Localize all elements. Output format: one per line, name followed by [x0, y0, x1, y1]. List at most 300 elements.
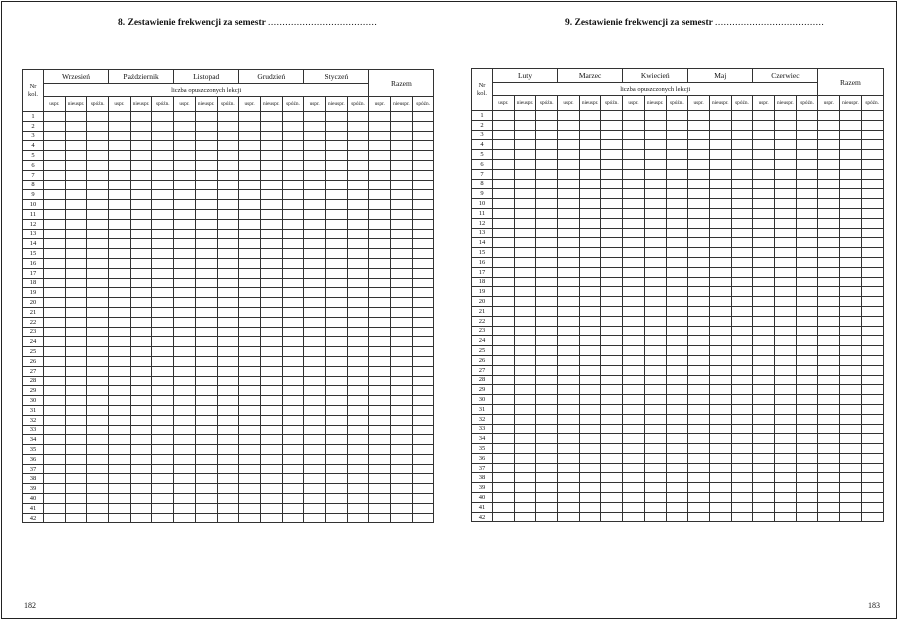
entry-cell[interactable]: [130, 121, 152, 131]
entry-cell[interactable]: [775, 208, 797, 218]
entry-cell[interactable]: [260, 327, 282, 337]
entry-cell[interactable]: [688, 365, 710, 375]
entry-cell[interactable]: [347, 464, 369, 474]
entry-cell[interactable]: [579, 287, 601, 297]
entry-cell[interactable]: [731, 238, 753, 248]
entry-cell[interactable]: [152, 200, 174, 210]
entry-cell[interactable]: [840, 463, 862, 473]
entry-cell[interactable]: [709, 257, 731, 267]
entry-cell[interactable]: [130, 268, 152, 278]
entry-cell[interactable]: [369, 327, 391, 337]
entry-cell[interactable]: [130, 209, 152, 219]
entry-cell[interactable]: [775, 444, 797, 454]
entry-cell[interactable]: [391, 121, 413, 131]
entry-cell[interactable]: [87, 445, 109, 455]
entry-cell[interactable]: [579, 267, 601, 277]
entry-cell[interactable]: [709, 159, 731, 169]
entry-cell[interactable]: [109, 307, 131, 317]
entry-cell[interactable]: [282, 258, 304, 268]
entry-cell[interactable]: [753, 248, 775, 258]
entry-cell[interactable]: [412, 347, 434, 357]
entry-cell[interactable]: [514, 179, 536, 189]
entry-cell[interactable]: [688, 483, 710, 493]
entry-cell[interactable]: [369, 435, 391, 445]
entry-cell[interactable]: [688, 395, 710, 405]
entry-cell[interactable]: [217, 425, 239, 435]
entry-cell[interactable]: [731, 404, 753, 414]
entry-cell[interactable]: [731, 228, 753, 238]
entry-cell[interactable]: [514, 385, 536, 395]
entry-cell[interactable]: [796, 375, 818, 385]
entry-cell[interactable]: [731, 169, 753, 179]
entry-cell[interactable]: [536, 257, 558, 267]
entry-cell[interactable]: [174, 464, 196, 474]
entry-cell[interactable]: [217, 141, 239, 151]
entry-cell[interactable]: [536, 375, 558, 385]
entry-cell[interactable]: [391, 112, 413, 122]
entry-cell[interactable]: [688, 502, 710, 512]
entry-cell[interactable]: [412, 464, 434, 474]
entry-cell[interactable]: [601, 297, 623, 307]
entry-cell[interactable]: [666, 297, 688, 307]
entry-cell[interactable]: [282, 376, 304, 386]
entry-cell[interactable]: [326, 435, 348, 445]
entry-cell[interactable]: [688, 453, 710, 463]
entry-cell[interactable]: [217, 454, 239, 464]
entry-cell[interactable]: [493, 316, 515, 326]
entry-cell[interactable]: [623, 336, 645, 346]
entry-cell[interactable]: [152, 121, 174, 131]
entry-cell[interactable]: [326, 513, 348, 523]
entry-cell[interactable]: [326, 200, 348, 210]
entry-cell[interactable]: [369, 366, 391, 376]
entry-cell[interactable]: [688, 444, 710, 454]
entry-cell[interactable]: [775, 228, 797, 238]
entry-cell[interactable]: [174, 337, 196, 347]
entry-cell[interactable]: [840, 424, 862, 434]
entry-cell[interactable]: [369, 131, 391, 141]
entry-cell[interactable]: [130, 190, 152, 200]
entry-cell[interactable]: [217, 376, 239, 386]
entry-cell[interactable]: [391, 258, 413, 268]
entry-cell[interactable]: [87, 337, 109, 347]
entry-cell[interactable]: [239, 209, 261, 219]
entry-cell[interactable]: [514, 159, 536, 169]
entry-cell[interactable]: [840, 199, 862, 209]
entry-cell[interactable]: [347, 435, 369, 445]
entry-cell[interactable]: [861, 365, 883, 375]
entry-cell[interactable]: [391, 454, 413, 464]
entry-cell[interactable]: [753, 316, 775, 326]
entry-cell[interactable]: [818, 306, 840, 316]
entry-cell[interactable]: [840, 208, 862, 218]
entry-cell[interactable]: [493, 385, 515, 395]
entry-cell[interactable]: [666, 365, 688, 375]
entry-cell[interactable]: [818, 218, 840, 228]
entry-cell[interactable]: [109, 258, 131, 268]
entry-cell[interactable]: [347, 180, 369, 190]
entry-cell[interactable]: [304, 268, 326, 278]
entry-cell[interactable]: [601, 199, 623, 209]
entry-cell[interactable]: [731, 140, 753, 150]
entry-cell[interactable]: [796, 493, 818, 503]
entry-cell[interactable]: [753, 267, 775, 277]
entry-cell[interactable]: [217, 180, 239, 190]
entry-cell[interactable]: [666, 336, 688, 346]
entry-cell[interactable]: [644, 444, 666, 454]
entry-cell[interactable]: [130, 337, 152, 347]
entry-cell[interactable]: [195, 405, 217, 415]
entry-cell[interactable]: [195, 239, 217, 249]
entry-cell[interactable]: [391, 131, 413, 141]
entry-cell[interactable]: [709, 169, 731, 179]
entry-cell[interactable]: [558, 493, 580, 503]
entry-cell[interactable]: [493, 463, 515, 473]
entry-cell[interactable]: [688, 257, 710, 267]
entry-cell[interactable]: [644, 228, 666, 238]
entry-cell[interactable]: [536, 208, 558, 218]
entry-cell[interactable]: [861, 208, 883, 218]
entry-cell[interactable]: [514, 375, 536, 385]
entry-cell[interactable]: [818, 414, 840, 424]
entry-cell[interactable]: [688, 512, 710, 522]
entry-cell[interactable]: [260, 180, 282, 190]
entry-cell[interactable]: [514, 444, 536, 454]
entry-cell[interactable]: [514, 453, 536, 463]
entry-cell[interactable]: [840, 257, 862, 267]
entry-cell[interactable]: [87, 405, 109, 415]
entry-cell[interactable]: [260, 464, 282, 474]
entry-cell[interactable]: [558, 169, 580, 179]
entry-cell[interactable]: [623, 120, 645, 130]
entry-cell[interactable]: [260, 435, 282, 445]
entry-cell[interactable]: [861, 483, 883, 493]
entry-cell[interactable]: [731, 267, 753, 277]
entry-cell[interactable]: [579, 277, 601, 287]
entry-cell[interactable]: [195, 513, 217, 523]
entry-cell[interactable]: [753, 111, 775, 121]
entry-cell[interactable]: [601, 365, 623, 375]
entry-cell[interactable]: [775, 169, 797, 179]
entry-cell[interactable]: [44, 366, 66, 376]
entry-cell[interactable]: [644, 414, 666, 424]
entry-cell[interactable]: [152, 435, 174, 445]
entry-cell[interactable]: [152, 209, 174, 219]
entry-cell[interactable]: [688, 189, 710, 199]
entry-cell[interactable]: [412, 337, 434, 347]
entry-cell[interactable]: [239, 131, 261, 141]
entry-cell[interactable]: [44, 209, 66, 219]
entry-cell[interactable]: [326, 141, 348, 151]
entry-cell[interactable]: [818, 169, 840, 179]
entry-cell[interactable]: [688, 355, 710, 365]
entry-cell[interactable]: [579, 306, 601, 316]
entry-cell[interactable]: [174, 494, 196, 504]
entry-cell[interactable]: [65, 474, 87, 484]
entry-cell[interactable]: [239, 337, 261, 347]
entry-cell[interactable]: [369, 190, 391, 200]
entry-cell[interactable]: [688, 238, 710, 248]
entry-cell[interactable]: [195, 131, 217, 141]
entry-cell[interactable]: [493, 257, 515, 267]
entry-cell[interactable]: [731, 355, 753, 365]
entry-cell[interactable]: [493, 140, 515, 150]
entry-cell[interactable]: [152, 376, 174, 386]
entry-cell[interactable]: [195, 376, 217, 386]
entry-cell[interactable]: [731, 277, 753, 287]
entry-cell[interactable]: [558, 395, 580, 405]
entry-cell[interactable]: [195, 356, 217, 366]
entry-cell[interactable]: [579, 434, 601, 444]
entry-cell[interactable]: [753, 395, 775, 405]
entry-cell[interactable]: [796, 238, 818, 248]
entry-cell[interactable]: [260, 307, 282, 317]
entry-cell[interactable]: [840, 316, 862, 326]
entry-cell[interactable]: [304, 180, 326, 190]
entry-cell[interactable]: [326, 484, 348, 494]
entry-cell[interactable]: [840, 267, 862, 277]
entry-cell[interactable]: [152, 278, 174, 288]
entry-cell[interactable]: [775, 346, 797, 356]
entry-cell[interactable]: [412, 317, 434, 327]
entry-cell[interactable]: [861, 493, 883, 503]
entry-cell[interactable]: [493, 424, 515, 434]
entry-cell[interactable]: [174, 356, 196, 366]
entry-cell[interactable]: [239, 396, 261, 406]
entry-cell[interactable]: [558, 248, 580, 258]
entry-cell[interactable]: [666, 502, 688, 512]
entry-cell[interactable]: [753, 346, 775, 356]
entry-cell[interactable]: [558, 375, 580, 385]
entry-cell[interactable]: [282, 356, 304, 366]
entry-cell[interactable]: [282, 298, 304, 308]
entry-cell[interactable]: [326, 180, 348, 190]
entry-cell[interactable]: [65, 415, 87, 425]
entry-cell[interactable]: [753, 208, 775, 218]
entry-cell[interactable]: [601, 267, 623, 277]
entry-cell[interactable]: [44, 307, 66, 317]
entry-cell[interactable]: [558, 336, 580, 346]
entry-cell[interactable]: [775, 111, 797, 121]
entry-cell[interactable]: [666, 473, 688, 483]
entry-cell[interactable]: [130, 327, 152, 337]
entry-cell[interactable]: [514, 111, 536, 121]
entry-cell[interactable]: [666, 404, 688, 414]
entry-cell[interactable]: [666, 355, 688, 365]
entry-cell[interactable]: [87, 484, 109, 494]
entry-cell[interactable]: [536, 248, 558, 258]
entry-cell[interactable]: [326, 298, 348, 308]
entry-cell[interactable]: [87, 131, 109, 141]
entry-cell[interactable]: [87, 209, 109, 219]
entry-cell[interactable]: [260, 258, 282, 268]
entry-cell[interactable]: [260, 396, 282, 406]
entry-cell[interactable]: [369, 494, 391, 504]
entry-cell[interactable]: [666, 287, 688, 297]
entry-cell[interactable]: [87, 160, 109, 170]
entry-cell[interactable]: [709, 385, 731, 395]
entry-cell[interactable]: [65, 131, 87, 141]
entry-cell[interactable]: [579, 346, 601, 356]
entry-cell[interactable]: [260, 513, 282, 523]
entry-cell[interactable]: [775, 385, 797, 395]
entry-cell[interactable]: [130, 200, 152, 210]
entry-cell[interactable]: [775, 179, 797, 189]
entry-cell[interactable]: [217, 464, 239, 474]
entry-cell[interactable]: [260, 366, 282, 376]
entry-cell[interactable]: [260, 278, 282, 288]
entry-cell[interactable]: [775, 326, 797, 336]
entry-cell[interactable]: [688, 228, 710, 238]
entry-cell[interactable]: [239, 160, 261, 170]
entry-cell[interactable]: [239, 494, 261, 504]
entry-cell[interactable]: [709, 111, 731, 121]
entry-cell[interactable]: [623, 169, 645, 179]
entry-cell[interactable]: [536, 169, 558, 179]
entry-cell[interactable]: [861, 434, 883, 444]
entry-cell[interactable]: [493, 228, 515, 238]
entry-cell[interactable]: [152, 454, 174, 464]
entry-cell[interactable]: [44, 112, 66, 122]
entry-cell[interactable]: [709, 326, 731, 336]
entry-cell[interactable]: [775, 159, 797, 169]
entry-cell[interactable]: [840, 512, 862, 522]
entry-cell[interactable]: [369, 503, 391, 513]
entry-cell[interactable]: [174, 513, 196, 523]
entry-cell[interactable]: [391, 190, 413, 200]
entry-cell[interactable]: [217, 337, 239, 347]
entry-cell[interactable]: [840, 159, 862, 169]
entry-cell[interactable]: [109, 200, 131, 210]
entry-cell[interactable]: [601, 502, 623, 512]
entry-cell[interactable]: [304, 484, 326, 494]
entry-cell[interactable]: [536, 218, 558, 228]
entry-cell[interactable]: [347, 376, 369, 386]
entry-cell[interactable]: [239, 356, 261, 366]
entry-cell[interactable]: [304, 219, 326, 229]
entry-cell[interactable]: [796, 159, 818, 169]
entry-cell[interactable]: [282, 317, 304, 327]
entry-cell[interactable]: [130, 415, 152, 425]
entry-cell[interactable]: [840, 414, 862, 424]
entry-cell[interactable]: [369, 258, 391, 268]
entry-cell[interactable]: [304, 376, 326, 386]
entry-cell[interactable]: [818, 179, 840, 189]
entry-cell[interactable]: [65, 258, 87, 268]
entry-cell[interactable]: [109, 219, 131, 229]
entry-cell[interactable]: [623, 444, 645, 454]
entry-cell[interactable]: [239, 513, 261, 523]
entry-cell[interactable]: [152, 445, 174, 455]
entry-cell[interactable]: [514, 316, 536, 326]
entry-cell[interactable]: [558, 267, 580, 277]
entry-cell[interactable]: [195, 474, 217, 484]
entry-cell[interactable]: [391, 396, 413, 406]
entry-cell[interactable]: [282, 386, 304, 396]
entry-cell[interactable]: [840, 453, 862, 463]
entry-cell[interactable]: [130, 141, 152, 151]
entry-cell[interactable]: [536, 189, 558, 199]
entry-cell[interactable]: [579, 316, 601, 326]
entry-cell[interactable]: [87, 366, 109, 376]
entry-cell[interactable]: [861, 473, 883, 483]
entry-cell[interactable]: [818, 238, 840, 248]
entry-cell[interactable]: [623, 228, 645, 238]
entry-cell[interactable]: [260, 209, 282, 219]
entry-cell[interactable]: [536, 463, 558, 473]
entry-cell[interactable]: [195, 484, 217, 494]
entry-cell[interactable]: [130, 229, 152, 239]
entry-cell[interactable]: [347, 249, 369, 259]
entry-cell[interactable]: [152, 151, 174, 161]
entry-cell[interactable]: [861, 199, 883, 209]
entry-cell[interactable]: [644, 306, 666, 316]
entry-cell[interactable]: [174, 239, 196, 249]
entry-cell[interactable]: [109, 386, 131, 396]
entry-cell[interactable]: [217, 503, 239, 513]
entry-cell[interactable]: [775, 404, 797, 414]
entry-cell[interactable]: [260, 141, 282, 151]
entry-cell[interactable]: [601, 159, 623, 169]
entry-cell[interactable]: [369, 239, 391, 249]
entry-cell[interactable]: [65, 464, 87, 474]
entry-cell[interactable]: [239, 170, 261, 180]
entry-cell[interactable]: [709, 365, 731, 375]
entry-cell[interactable]: [644, 238, 666, 248]
entry-cell[interactable]: [644, 208, 666, 218]
entry-cell[interactable]: [260, 268, 282, 278]
entry-cell[interactable]: [44, 425, 66, 435]
entry-cell[interactable]: [65, 494, 87, 504]
entry-cell[interactable]: [87, 317, 109, 327]
entry-cell[interactable]: [369, 219, 391, 229]
entry-cell[interactable]: [558, 228, 580, 238]
entry-cell[interactable]: [174, 317, 196, 327]
entry-cell[interactable]: [731, 326, 753, 336]
entry-cell[interactable]: [195, 454, 217, 464]
entry-cell[interactable]: [65, 141, 87, 151]
entry-cell[interactable]: [130, 258, 152, 268]
entry-cell[interactable]: [861, 267, 883, 277]
entry-cell[interactable]: [666, 130, 688, 140]
entry-cell[interactable]: [130, 288, 152, 298]
entry-cell[interactable]: [130, 170, 152, 180]
entry-cell[interactable]: [304, 317, 326, 327]
entry-cell[interactable]: [109, 249, 131, 259]
entry-cell[interactable]: [623, 355, 645, 365]
entry-cell[interactable]: [623, 434, 645, 444]
entry-cell[interactable]: [666, 277, 688, 287]
entry-cell[interactable]: [731, 257, 753, 267]
entry-cell[interactable]: [493, 512, 515, 522]
entry-cell[interactable]: [818, 297, 840, 307]
entry-cell[interactable]: [109, 445, 131, 455]
entry-cell[interactable]: [391, 151, 413, 161]
entry-cell[interactable]: [558, 179, 580, 189]
entry-cell[interactable]: [174, 474, 196, 484]
entry-cell[interactable]: [412, 484, 434, 494]
entry-cell[interactable]: [579, 218, 601, 228]
entry-cell[interactable]: [412, 298, 434, 308]
entry-cell[interactable]: [282, 503, 304, 513]
entry-cell[interactable]: [493, 395, 515, 405]
entry-cell[interactable]: [217, 435, 239, 445]
entry-cell[interactable]: [174, 112, 196, 122]
entry-cell[interactable]: [326, 239, 348, 249]
entry-cell[interactable]: [130, 160, 152, 170]
entry-cell[interactable]: [412, 141, 434, 151]
entry-cell[interactable]: [282, 112, 304, 122]
